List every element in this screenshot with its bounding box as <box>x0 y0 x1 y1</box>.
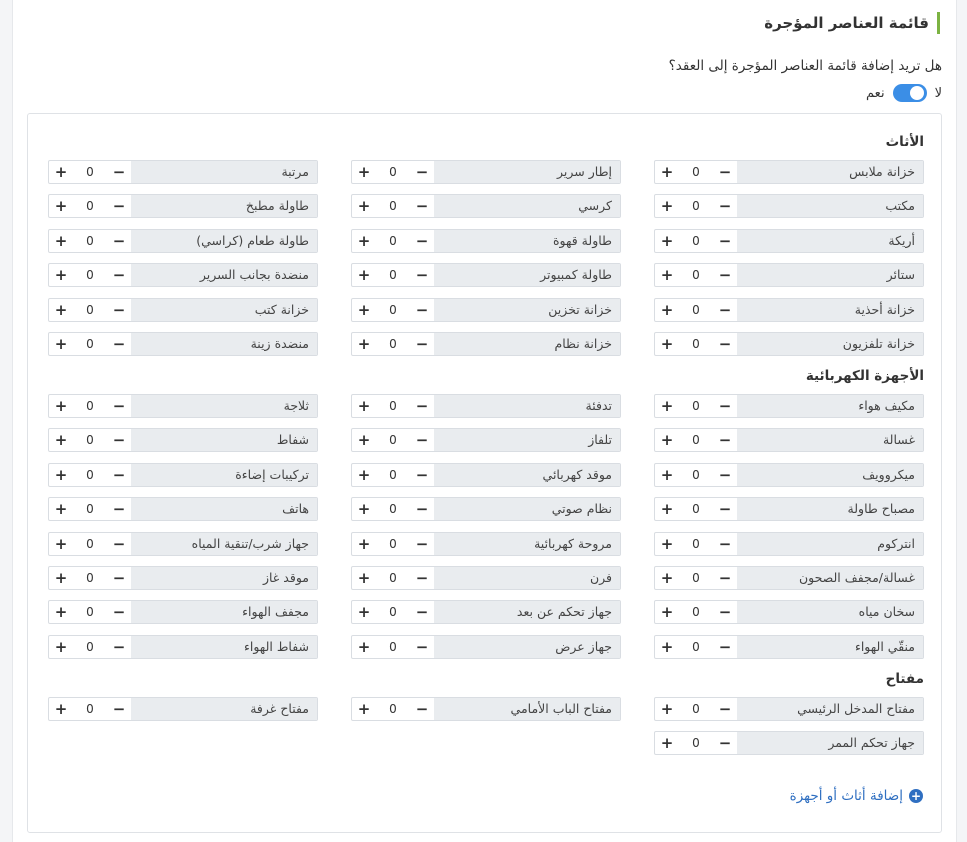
item-quantity-row <box>654 394 924 418</box>
item-label: خزانة نظام <box>434 333 620 355</box>
item-label: مروحة كهربائية <box>434 533 620 555</box>
decrement-button[interactable]: − <box>112 266 126 285</box>
quantity-stepper <box>655 429 737 451</box>
quantity-value[interactable]: 0 <box>86 399 94 413</box>
decrement-button[interactable]: − <box>415 431 429 450</box>
quantity-value[interactable]: 0 <box>86 337 94 351</box>
quantity-value[interactable]: 0 <box>86 571 94 585</box>
quantity-value[interactable]: 0 <box>86 302 94 317</box>
item-label: جهاز شرب/تنقية المياه <box>131 533 317 555</box>
quantity-stepper <box>655 464 737 486</box>
increment-button[interactable]: + <box>54 300 68 319</box>
item-quantity-row <box>351 332 621 356</box>
quantity-value[interactable]: 0 <box>692 165 700 179</box>
item-label: مرتبة <box>131 161 317 183</box>
quantity-value[interactable]: 0 <box>692 233 700 248</box>
item-quantity-row <box>654 532 924 556</box>
item-label: كرسي <box>434 195 620 217</box>
quantity-value[interactable]: 0 <box>86 199 94 214</box>
increment-button[interactable]: + <box>54 431 68 450</box>
decrement-button[interactable]: − <box>112 300 126 319</box>
item-quantity-row <box>48 332 318 356</box>
quantity-value[interactable]: 0 <box>692 268 700 283</box>
increment-button[interactable]: + <box>357 197 371 216</box>
quantity-stepper <box>655 567 737 589</box>
quantity-value[interactable]: 0 <box>86 467 94 482</box>
decrement-button[interactable]: − <box>415 231 429 250</box>
increment-button[interactable]: + <box>357 637 371 656</box>
item-label: طاولة كمبيوتر <box>434 264 620 286</box>
increment-button[interactable]: + <box>357 266 371 285</box>
item-quantity-row <box>351 697 621 721</box>
decrement-button[interactable]: − <box>415 266 429 285</box>
quantity-value[interactable]: 0 <box>389 302 397 317</box>
quantity-value[interactable]: 0 <box>692 605 700 620</box>
increment-button[interactable]: + <box>54 465 68 484</box>
decrement-button[interactable]: − <box>112 335 126 353</box>
increment-button[interactable]: + <box>54 637 68 656</box>
increment-button[interactable]: + <box>54 534 68 553</box>
quantity-value[interactable]: 0 <box>389 233 397 248</box>
quantity-value[interactable]: 0 <box>86 502 94 517</box>
item-label: فرن <box>434 567 620 589</box>
item-label: موقد غاز <box>131 567 317 589</box>
increment-button[interactable]: + <box>660 465 674 484</box>
increment-button[interactable]: + <box>660 569 674 587</box>
increment-button[interactable]: + <box>54 335 68 353</box>
quantity-stepper <box>655 601 737 623</box>
increment-button[interactable]: + <box>357 465 371 484</box>
quantity-stepper <box>352 299 434 321</box>
quantity-value[interactable]: 0 <box>692 571 700 585</box>
quantity-stepper <box>49 698 131 720</box>
item-quantity-row <box>351 160 621 184</box>
item-label: جهاز عرض <box>434 636 620 658</box>
item-quantity-row <box>654 428 924 452</box>
decrement-button[interactable]: − <box>415 300 429 319</box>
item-label: خزانة أحذية <box>737 299 923 321</box>
item-quantity-row <box>48 229 318 253</box>
decrement-button[interactable]: − <box>415 569 429 587</box>
quantity-stepper <box>655 230 737 252</box>
item-label: طاولة قهوة <box>434 230 620 252</box>
decrement-button[interactable]: − <box>415 603 429 622</box>
quantity-stepper <box>655 732 737 754</box>
increment-button[interactable]: + <box>660 397 674 415</box>
item-label: انتركوم <box>737 533 923 555</box>
quantity-stepper <box>352 264 434 286</box>
item-label: هاتف <box>131 498 317 520</box>
increment-button[interactable]: + <box>54 197 68 216</box>
quantity-stepper <box>49 429 131 451</box>
item-quantity-row <box>654 731 924 755</box>
decrement-button[interactable]: − <box>718 231 732 250</box>
decrement-button[interactable]: − <box>112 700 126 718</box>
decrement-button[interactable]: − <box>718 163 732 181</box>
increment-button[interactable]: + <box>660 734 674 753</box>
quantity-stepper <box>49 230 131 252</box>
quantity-stepper <box>352 395 434 417</box>
quantity-value[interactable]: 0 <box>389 467 397 482</box>
quantity-stepper <box>655 533 737 555</box>
decrement-button[interactable]: − <box>718 569 732 587</box>
item-label: طاولة طعام (كراسي) <box>131 230 317 252</box>
quantity-stepper <box>49 264 131 286</box>
quantity-stepper <box>655 264 737 286</box>
increment-button[interactable]: + <box>660 431 674 450</box>
quantity-stepper <box>49 395 131 417</box>
item-quantity-row <box>654 697 924 721</box>
item-quantity-row <box>654 600 924 624</box>
quantity-value[interactable]: 0 <box>692 433 700 448</box>
item-quantity-row <box>351 229 621 253</box>
item-quantity-row <box>351 428 621 452</box>
item-label: جهاز تحكم الممر <box>737 732 923 754</box>
item-label: تركيبات إضاءة <box>131 464 317 486</box>
item-label: ثلاجة <box>131 395 317 417</box>
toggle-yes-label: نعم <box>866 85 885 101</box>
item-label: مكيف هواء <box>737 395 923 417</box>
decrement-button[interactable]: − <box>718 734 732 753</box>
toggle-no-label: لا <box>934 85 942 101</box>
toggle-knob <box>910 86 924 100</box>
increment-button[interactable]: + <box>660 637 674 656</box>
increment-button[interactable]: + <box>357 569 371 587</box>
decrement-button[interactable]: − <box>718 300 732 319</box>
quantity-stepper <box>352 533 434 555</box>
quantity-stepper <box>655 161 737 183</box>
item-quantity-row <box>48 263 318 287</box>
quantity-stepper <box>655 698 737 720</box>
item-quantity-row <box>654 298 924 322</box>
decrement-button[interactable]: − <box>718 335 732 353</box>
increment-button[interactable]: + <box>660 266 674 285</box>
item-quantity-row <box>351 600 621 624</box>
decrement-button[interactable]: − <box>718 397 732 415</box>
item-label: تدفئة <box>434 395 620 417</box>
group-title: مفتاح <box>885 671 924 687</box>
item-quantity-row <box>48 532 318 556</box>
quantity-value[interactable]: 0 <box>389 502 397 517</box>
items-panel <box>27 113 942 833</box>
section-title: قائمة العناصر المؤجرة <box>764 12 940 34</box>
quantity-stepper <box>352 698 434 720</box>
item-label: منقّي الهواء <box>737 636 923 658</box>
quantity-value[interactable]: 0 <box>692 337 700 351</box>
item-label: مجفف الهواء <box>131 601 317 623</box>
quantity-value[interactable]: 0 <box>86 536 94 551</box>
decrement-button[interactable]: − <box>415 465 429 484</box>
decrement-button[interactable]: − <box>718 637 732 656</box>
decrement-button[interactable]: − <box>112 465 126 484</box>
rented-items-card <box>12 0 957 842</box>
decrement-button[interactable]: − <box>415 534 429 553</box>
increment-button[interactable]: + <box>357 700 371 718</box>
add-furniture-label: إضافة أثاث أو أجهزة <box>789 788 903 804</box>
item-label: خزانة تخزين <box>434 299 620 321</box>
increment-button[interactable]: + <box>660 197 674 216</box>
decrement-button[interactable]: − <box>415 197 429 216</box>
quantity-stepper <box>352 567 434 589</box>
increment-button[interactable]: + <box>357 163 371 181</box>
quantity-value[interactable]: 0 <box>692 399 700 413</box>
item-label: مفتاح المدخل الرئيسي <box>737 698 923 720</box>
item-label: مفتاح غرفة <box>131 698 317 720</box>
quantity-value[interactable]: 0 <box>389 433 397 448</box>
quantity-stepper <box>49 533 131 555</box>
decrement-button[interactable]: − <box>112 197 126 216</box>
quantity-stepper <box>49 567 131 589</box>
item-quantity-row <box>48 497 318 521</box>
item-quantity-row <box>48 600 318 624</box>
decrement-button[interactable]: − <box>718 534 732 553</box>
quantity-value[interactable]: 0 <box>86 233 94 248</box>
item-label: خزانة ملابس <box>737 161 923 183</box>
item-quantity-row <box>351 194 621 218</box>
increment-button[interactable]: + <box>54 397 68 415</box>
quantity-value[interactable]: 0 <box>692 302 700 317</box>
increment-button[interactable]: + <box>54 163 68 181</box>
decrement-button[interactable]: − <box>718 603 732 622</box>
quantity-value[interactable]: 0 <box>389 165 397 179</box>
increment-button[interactable]: + <box>357 231 371 250</box>
quantity-value[interactable]: 0 <box>692 502 700 517</box>
item-label: مكتب <box>737 195 923 217</box>
quantity-stepper <box>49 299 131 321</box>
quantity-stepper <box>49 333 131 355</box>
quantity-stepper <box>49 601 131 623</box>
increment-button[interactable]: + <box>660 534 674 553</box>
quantity-stepper <box>49 498 131 520</box>
item-quantity-row <box>654 194 924 218</box>
item-label: إطار سرير <box>434 161 620 183</box>
quantity-stepper <box>49 636 131 658</box>
quantity-value[interactable]: 0 <box>86 268 94 283</box>
quantity-stepper <box>49 464 131 486</box>
item-label: خزانة تلفزيون <box>737 333 923 355</box>
quantity-stepper <box>352 161 434 183</box>
increment-button[interactable]: + <box>660 300 674 319</box>
quantity-value[interactable]: 0 <box>389 702 397 716</box>
quantity-value[interactable]: 0 <box>389 268 397 283</box>
quantity-stepper <box>352 429 434 451</box>
item-label: ميكروويف <box>737 464 923 486</box>
increment-button[interactable]: + <box>54 569 68 587</box>
item-quantity-row <box>351 394 621 418</box>
item-label: طاولة مطبخ <box>131 195 317 217</box>
quantity-value[interactable]: 0 <box>389 337 397 351</box>
item-quantity-row <box>351 463 621 487</box>
increment-button[interactable]: + <box>357 300 371 319</box>
item-quantity-row <box>351 566 621 590</box>
quantity-value[interactable]: 0 <box>692 467 700 482</box>
quantity-stepper <box>352 601 434 623</box>
plus-circle-icon: + <box>910 789 922 803</box>
increment-button[interactable]: + <box>357 397 371 415</box>
quantity-stepper <box>352 636 434 658</box>
item-quantity-row <box>48 635 318 659</box>
item-label: خزانة كتب <box>131 299 317 321</box>
item-quantity-row <box>654 566 924 590</box>
decrement-button[interactable]: − <box>112 163 126 181</box>
item-quantity-row <box>48 566 318 590</box>
item-quantity-row <box>48 160 318 184</box>
item-label: منضدة بجانب السرير <box>131 264 317 286</box>
decrement-button[interactable]: − <box>718 266 732 285</box>
include-list-toggle[interactable] <box>893 84 927 102</box>
decrement-button[interactable]: − <box>415 700 429 718</box>
decrement-button[interactable]: − <box>112 534 126 553</box>
decrement-button[interactable]: − <box>112 431 126 450</box>
quantity-value[interactable]: 0 <box>86 702 94 716</box>
add-furniture-link[interactable] <box>790 788 923 804</box>
item-quantity-row <box>654 463 924 487</box>
item-label: شفاط <box>131 429 317 451</box>
decrement-button[interactable]: − <box>415 335 429 353</box>
increment-button[interactable]: + <box>660 335 674 353</box>
decrement-button[interactable]: − <box>718 431 732 450</box>
item-label: مفتاح الباب الأمامي <box>434 698 620 720</box>
quantity-value[interactable]: 0 <box>86 433 94 448</box>
increment-button[interactable]: + <box>660 163 674 181</box>
increment-button[interactable]: + <box>357 534 371 553</box>
decrement-button[interactable]: − <box>718 465 732 484</box>
quantity-stepper <box>655 195 737 217</box>
decrement-button[interactable]: − <box>112 500 126 519</box>
decrement-button[interactable]: − <box>112 603 126 622</box>
item-quantity-row <box>351 497 621 521</box>
item-quantity-row <box>654 160 924 184</box>
quantity-value[interactable]: 0 <box>389 571 397 585</box>
item-label: جهاز تحكم عن بعد <box>434 601 620 623</box>
quantity-stepper <box>655 299 737 321</box>
item-label: غسالة <box>737 429 923 451</box>
item-quantity-row <box>48 394 318 418</box>
item-label: غسالة/مجفف الصحون <box>737 567 923 589</box>
quantity-stepper <box>655 395 737 417</box>
item-quantity-row <box>654 229 924 253</box>
item-quantity-row <box>48 298 318 322</box>
item-quantity-row <box>654 332 924 356</box>
decrement-button[interactable]: − <box>415 637 429 656</box>
decrement-button[interactable]: − <box>112 637 126 656</box>
item-label: تلفاز <box>434 429 620 451</box>
group-title: الأجهزة الكهربائية <box>805 368 924 384</box>
quantity-value[interactable]: 0 <box>389 536 397 551</box>
item-label: منضدة زينة <box>131 333 317 355</box>
increment-button[interactable]: + <box>660 231 674 250</box>
quantity-stepper <box>49 195 131 217</box>
decrement-button[interactable]: − <box>718 500 732 519</box>
increment-button[interactable]: + <box>54 500 68 519</box>
increment-button[interactable]: + <box>357 500 371 519</box>
quantity-value[interactable]: 0 <box>692 536 700 551</box>
decrement-button[interactable]: − <box>112 569 126 587</box>
quantity-value[interactable]: 0 <box>692 702 700 716</box>
increment-button[interactable]: + <box>54 700 68 718</box>
item-label: مصباح طاولة <box>737 498 923 520</box>
item-label: أريكة <box>737 230 923 252</box>
decrement-button[interactable]: − <box>718 197 732 216</box>
increment-button[interactable]: + <box>660 700 674 718</box>
item-quantity-row <box>351 298 621 322</box>
quantity-value[interactable]: 0 <box>389 399 397 413</box>
quantity-stepper <box>352 498 434 520</box>
quantity-value[interactable]: 0 <box>692 199 700 214</box>
item-label: نظام صوتي <box>434 498 620 520</box>
add-list-question: هل تريد إضافة قائمة العناصر المؤجرة إلى العقد؟ <box>668 58 942 74</box>
quantity-stepper <box>655 498 737 520</box>
include-list-toggle-row <box>866 82 942 104</box>
item-quantity-row <box>48 428 318 452</box>
decrement-button[interactable]: − <box>112 397 126 415</box>
increment-button[interactable]: + <box>54 266 68 285</box>
increment-button[interactable]: + <box>357 335 371 353</box>
item-quantity-row <box>654 497 924 521</box>
quantity-stepper <box>352 195 434 217</box>
increment-button[interactable]: + <box>357 603 371 622</box>
increment-button[interactable]: + <box>54 231 68 250</box>
decrement-button[interactable]: − <box>415 397 429 415</box>
item-quantity-row <box>48 194 318 218</box>
quantity-stepper <box>49 161 131 183</box>
item-label: موقد كهربائي <box>434 464 620 486</box>
quantity-stepper <box>352 230 434 252</box>
item-quantity-row <box>351 635 621 659</box>
quantity-value[interactable]: 0 <box>389 199 397 214</box>
quantity-stepper <box>352 464 434 486</box>
item-label: شفاط الهواء <box>131 636 317 658</box>
increment-button[interactable]: + <box>660 500 674 519</box>
quantity-value[interactable]: 0 <box>692 736 700 751</box>
quantity-value[interactable]: 0 <box>692 639 700 654</box>
quantity-stepper <box>352 333 434 355</box>
item-quantity-row <box>48 463 318 487</box>
quantity-value[interactable]: 0 <box>86 605 94 620</box>
increment-button[interactable]: + <box>357 431 371 450</box>
quantity-value[interactable]: 0 <box>389 639 397 654</box>
item-quantity-row <box>351 532 621 556</box>
item-quantity-row <box>351 263 621 287</box>
item-quantity-row <box>654 263 924 287</box>
decrement-button[interactable]: − <box>415 163 429 181</box>
decrement-button[interactable]: − <box>415 500 429 519</box>
decrement-button[interactable]: − <box>718 700 732 718</box>
increment-button[interactable]: + <box>54 603 68 622</box>
item-quantity-row <box>654 635 924 659</box>
group-title: الأثاث <box>885 134 924 150</box>
quantity-stepper <box>655 333 737 355</box>
item-label: سخان مياه <box>737 601 923 623</box>
item-quantity-row <box>48 697 318 721</box>
quantity-value[interactable]: 0 <box>86 165 94 179</box>
increment-button[interactable]: + <box>660 603 674 622</box>
decrement-button[interactable]: − <box>112 231 126 250</box>
quantity-value[interactable]: 0 <box>389 605 397 620</box>
quantity-value[interactable]: 0 <box>86 639 94 654</box>
item-label: ستائر <box>737 264 923 286</box>
quantity-stepper <box>655 636 737 658</box>
